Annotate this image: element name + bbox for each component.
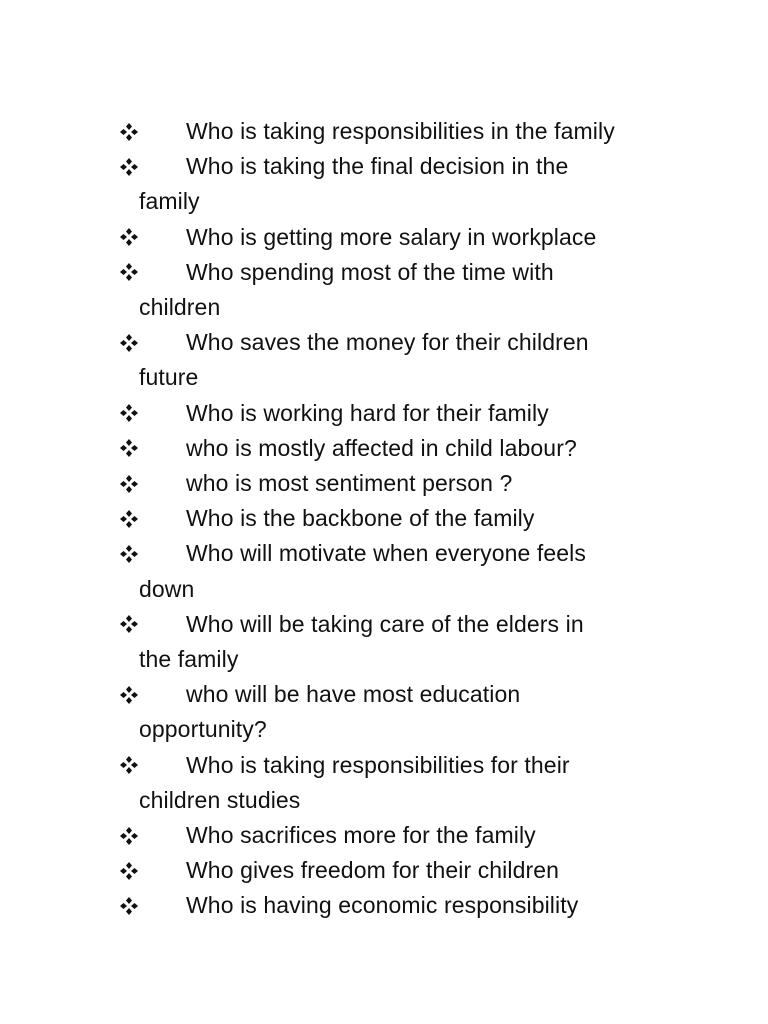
list-item-text: Who is taking responsibilities for their — [186, 751, 570, 778]
four-diamond-bullet-icon — [118, 396, 140, 431]
list-item — [118, 607, 698, 677]
list-item-text-continuation: children studies — [139, 786, 301, 813]
list-item-text-continuation: opportunity? — [139, 716, 267, 743]
four-diamond-bullet-icon — [118, 853, 140, 888]
list-item-text: Who spending most of the time with — [186, 258, 554, 285]
list-item — [118, 325, 698, 395]
four-diamond-bullet-icon — [118, 748, 140, 783]
four-diamond-bullet-icon — [118, 501, 140, 536]
list-item-text-continuation: family — [139, 188, 200, 215]
list-item-text: Who is working hard for their family — [186, 399, 549, 426]
list-item-text-continuation: future — [139, 364, 199, 391]
list-item — [118, 396, 698, 431]
list-item-text: Who will be taking care of the elders in — [186, 610, 584, 637]
four-diamond-bullet-icon — [118, 114, 140, 149]
four-diamond-bullet-icon — [118, 149, 140, 184]
list-item — [118, 501, 698, 536]
four-diamond-bullet-icon — [118, 325, 140, 360]
list-item — [118, 255, 698, 325]
list-item-text: Who will motivate when everyone feels — [186, 540, 586, 567]
list-item — [118, 818, 698, 853]
four-diamond-bullet-icon — [118, 255, 140, 290]
list-item-text-continuation: down — [139, 575, 195, 602]
list-item-text: Who gives freedom for their children — [186, 857, 560, 884]
list-item — [118, 149, 698, 219]
four-diamond-bullet-icon — [118, 888, 140, 923]
list-item-text: Who sacrifices more for the family — [186, 822, 536, 849]
four-diamond-bullet-icon — [118, 431, 140, 466]
list-item — [118, 888, 698, 923]
list-item-text-continuation: the family — [139, 646, 239, 673]
four-diamond-bullet-icon — [118, 677, 140, 712]
list-item — [118, 114, 698, 149]
list-item-text: Who is having economic responsibility — [186, 892, 579, 919]
list-item-text: who is most sentiment person ? — [186, 470, 513, 497]
four-diamond-bullet-icon — [118, 536, 140, 571]
list-item-text: who is mostly affected in child labour? — [186, 434, 577, 461]
list-item-text: Who is taking responsibilities in the family — [186, 118, 615, 144]
list-item — [118, 431, 698, 466]
list-item-text-continuation: children — [139, 294, 221, 321]
list-item-text: Who saves the money for their children — [186, 329, 589, 356]
four-diamond-bullet-icon — [118, 220, 140, 255]
list-item — [118, 677, 698, 747]
list-item-text: who will be have most education — [186, 681, 521, 708]
list-item-text: Who is taking the final decision in the — [186, 153, 569, 180]
list-item — [118, 853, 698, 888]
question-list — [118, 114, 698, 924]
four-diamond-bullet-icon — [118, 466, 140, 501]
list-item-text: Who is getting more salary in workplace — [186, 223, 597, 250]
list-item — [118, 220, 698, 255]
list-item — [118, 466, 698, 501]
list-item — [118, 536, 698, 606]
four-diamond-bullet-icon — [118, 607, 140, 642]
list-item-text: Who is the backbone of the family — [186, 505, 535, 532]
list-item — [118, 748, 698, 818]
four-diamond-bullet-icon — [118, 818, 140, 853]
